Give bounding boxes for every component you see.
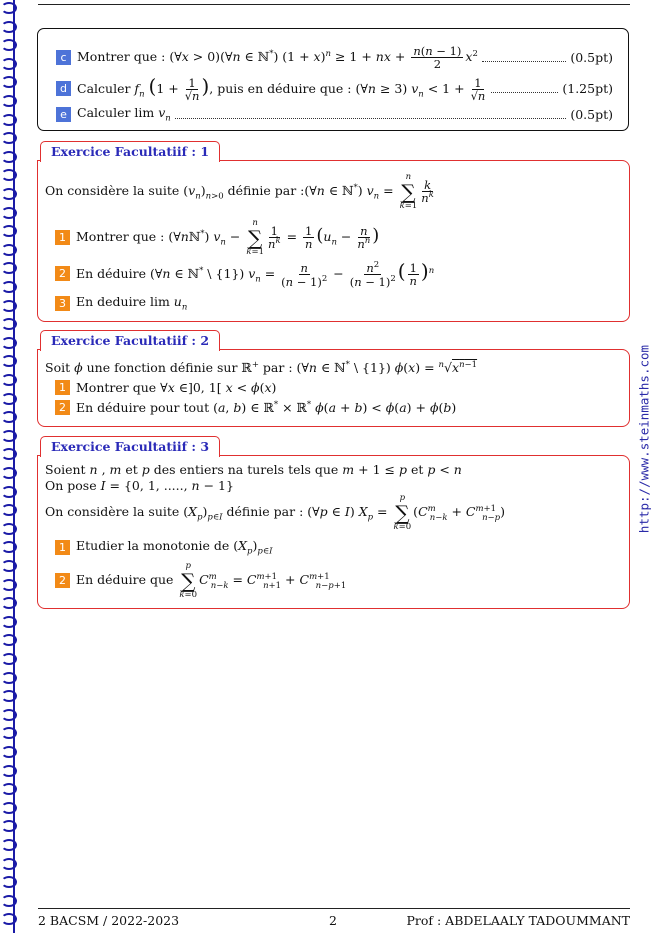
exercise-1-intro: On considère la suite $(v_n)_{n>0}$ définie par :(∀n ∈ ℕ*) $v_n$ = n ∑ k=1 $\frac{k}{n^k}$ [45, 172, 434, 211]
spiral-coil [1, 300, 17, 312]
footer-rule [38, 908, 630, 909]
item-d-points: (1.25pt) [562, 80, 613, 96]
exercise-2 [37, 330, 630, 428]
item-c-text: Montrer que : (∀x > 0)(∀n ∈ ℕ*) $(1 + x)^n \ge 1$ + nx + $\frac{n(n - 1)}{2}$ $x^2$ [77, 44, 478, 72]
spiral-coil [1, 765, 17, 777]
leader-dots [491, 84, 558, 93]
top-rule [38, 4, 630, 5]
item-d-text: Calculer $f_n$ (1 + $\frac{1}{√n}$ ), puis en déduire que : (∀n ≥ 3) $v_n < 1$ + $\frac{1}{√n}$ [77, 74, 486, 103]
spiral-coil [1, 21, 17, 33]
exercise-1-q2: 2 En déduire (∀n ∈ ℕ* \ {1}) $v_n$ = $\frac{n}{(n - 1)^2}$ − $\frac{n^2}{(n - 1)^2}$ ( $\frac{1}{n}$ )$^n$ [55, 259, 434, 288]
spiral-coil [1, 746, 17, 758]
spiral-coil [1, 486, 17, 498]
spiral-coil [1, 2, 17, 14]
item-e-label: e [56, 107, 71, 122]
exercise-1-q3: 3 En deduire $\lim u_n$ [55, 294, 187, 313]
exercise-3 [37, 436, 630, 610]
item-e-points: (0.5pt) [570, 106, 613, 122]
item-c-label: c [56, 50, 71, 65]
exercise-2-intro: Soit ϕ une fonction définie sur ℝ+ par : (∀n ∈ ℕ* \ {1}) $\phi(x) = ^n√x^{n-1}$ [45, 360, 478, 376]
spiral-coil [1, 58, 17, 70]
item-d-label: d [56, 81, 71, 96]
item-c [56, 45, 613, 70]
exercise-3-title: Exercice Facultatiif : 3 [40, 436, 220, 457]
spiral-coil [1, 672, 17, 684]
side-url[interactable] [636, 336, 652, 541]
exercise-2-title: Exercice Facultatiif : 2 [40, 330, 220, 351]
exercise-3-q2: 2 En déduire que p ∑ k=0 $C^m_{n-k} = C^{m+1}_{n+1} + C^{m+1}_{n-p+1}$ [55, 562, 346, 599]
spiral-coil [1, 374, 17, 386]
item-e [56, 105, 613, 124]
exercise-3-line2: On pose I = {0, 1, ....., n − 1} [45, 478, 234, 493]
item-c-points: (0.5pt) [570, 50, 613, 66]
q1-label: 1 [55, 540, 70, 555]
exercise-1 [37, 141, 630, 323]
footer-page-number: 2 [329, 913, 337, 928]
spiral-coil [1, 430, 17, 442]
item-e-text: Calculer $\lim v_n$ [77, 105, 171, 124]
spiral-coil [1, 244, 17, 256]
exercise-3-q1: 1 Etudier la monotonie de $(X_p)_{p\in I}$ [55, 538, 273, 557]
spiral-coil [1, 95, 17, 107]
leader-dots [482, 53, 566, 62]
q3-label: 3 [55, 296, 70, 311]
spiral-coil [1, 895, 17, 907]
spiral-coil [1, 709, 17, 721]
spiral-coil [1, 207, 17, 219]
exercise-1-title: Exercice Facultatiif : 1 [40, 141, 220, 162]
footer-class: 2 BACSM / 2022-2023 [38, 913, 180, 928]
footer-author: Prof : ABDELAALY TADOUMMANT [406, 913, 630, 928]
exercise-3-line3: On considère la suite $(X_p)_{p\in I}$ définie par : (∀p ∈ I) $X_p$ = p ∑ k=0 $(C^m_{n-k} + C^{m+1}_{n-p})$ [45, 493, 506, 532]
spiral-coil [1, 281, 17, 293]
spiral-coil [1, 114, 17, 126]
spiral-coil [1, 393, 17, 405]
side-url-text[interactable]: http://www.steinmaths.com [636, 344, 652, 533]
q1-label: 1 [55, 380, 70, 395]
spiral-coil [1, 653, 17, 665]
spiral-coil [1, 616, 17, 628]
exercise-2-q1: 1 Montrer que ∀x ∈]0, 1[ x < ϕ(x) [55, 380, 276, 395]
q2-label: 2 [55, 400, 70, 415]
spiral-coil [1, 802, 17, 814]
spiral-binding [0, 0, 22, 933]
spiral-coil [1, 151, 17, 163]
q2-label: 2 [55, 573, 70, 588]
q1-label: 1 [55, 230, 70, 245]
exercise-2-q2: 2 En déduire pour tout (a, b) ∈ ℝ* × ℝ* ϕ(a + b) < ϕ(a) + ϕ(b) [55, 400, 456, 415]
exercise-1-q1: 1 Montrer que : (∀nℕ*) $v_n$ − n ∑ k=1 $\frac{1}{n^k}$ = $\frac{1}{n}$ ($u_n$ − $\frac{n}{n^n}$ ) [55, 219, 379, 256]
spiral-coil [1, 839, 17, 851]
exercise-3-line1: Soient n , m et p des entiers na turels tels que m + 1 ≤ p et p < n [45, 462, 462, 477]
leader-dots [175, 110, 567, 119]
spiral-coil [1, 858, 17, 870]
spiral-coil [1, 188, 17, 200]
spiral-coil [1, 337, 17, 349]
item-d [56, 74, 613, 102]
spiral-coil [1, 467, 17, 479]
q2-label: 2 [55, 266, 70, 281]
spiral-coil [1, 560, 17, 572]
spiral-coil [1, 523, 17, 535]
spiral-coil [1, 579, 17, 591]
